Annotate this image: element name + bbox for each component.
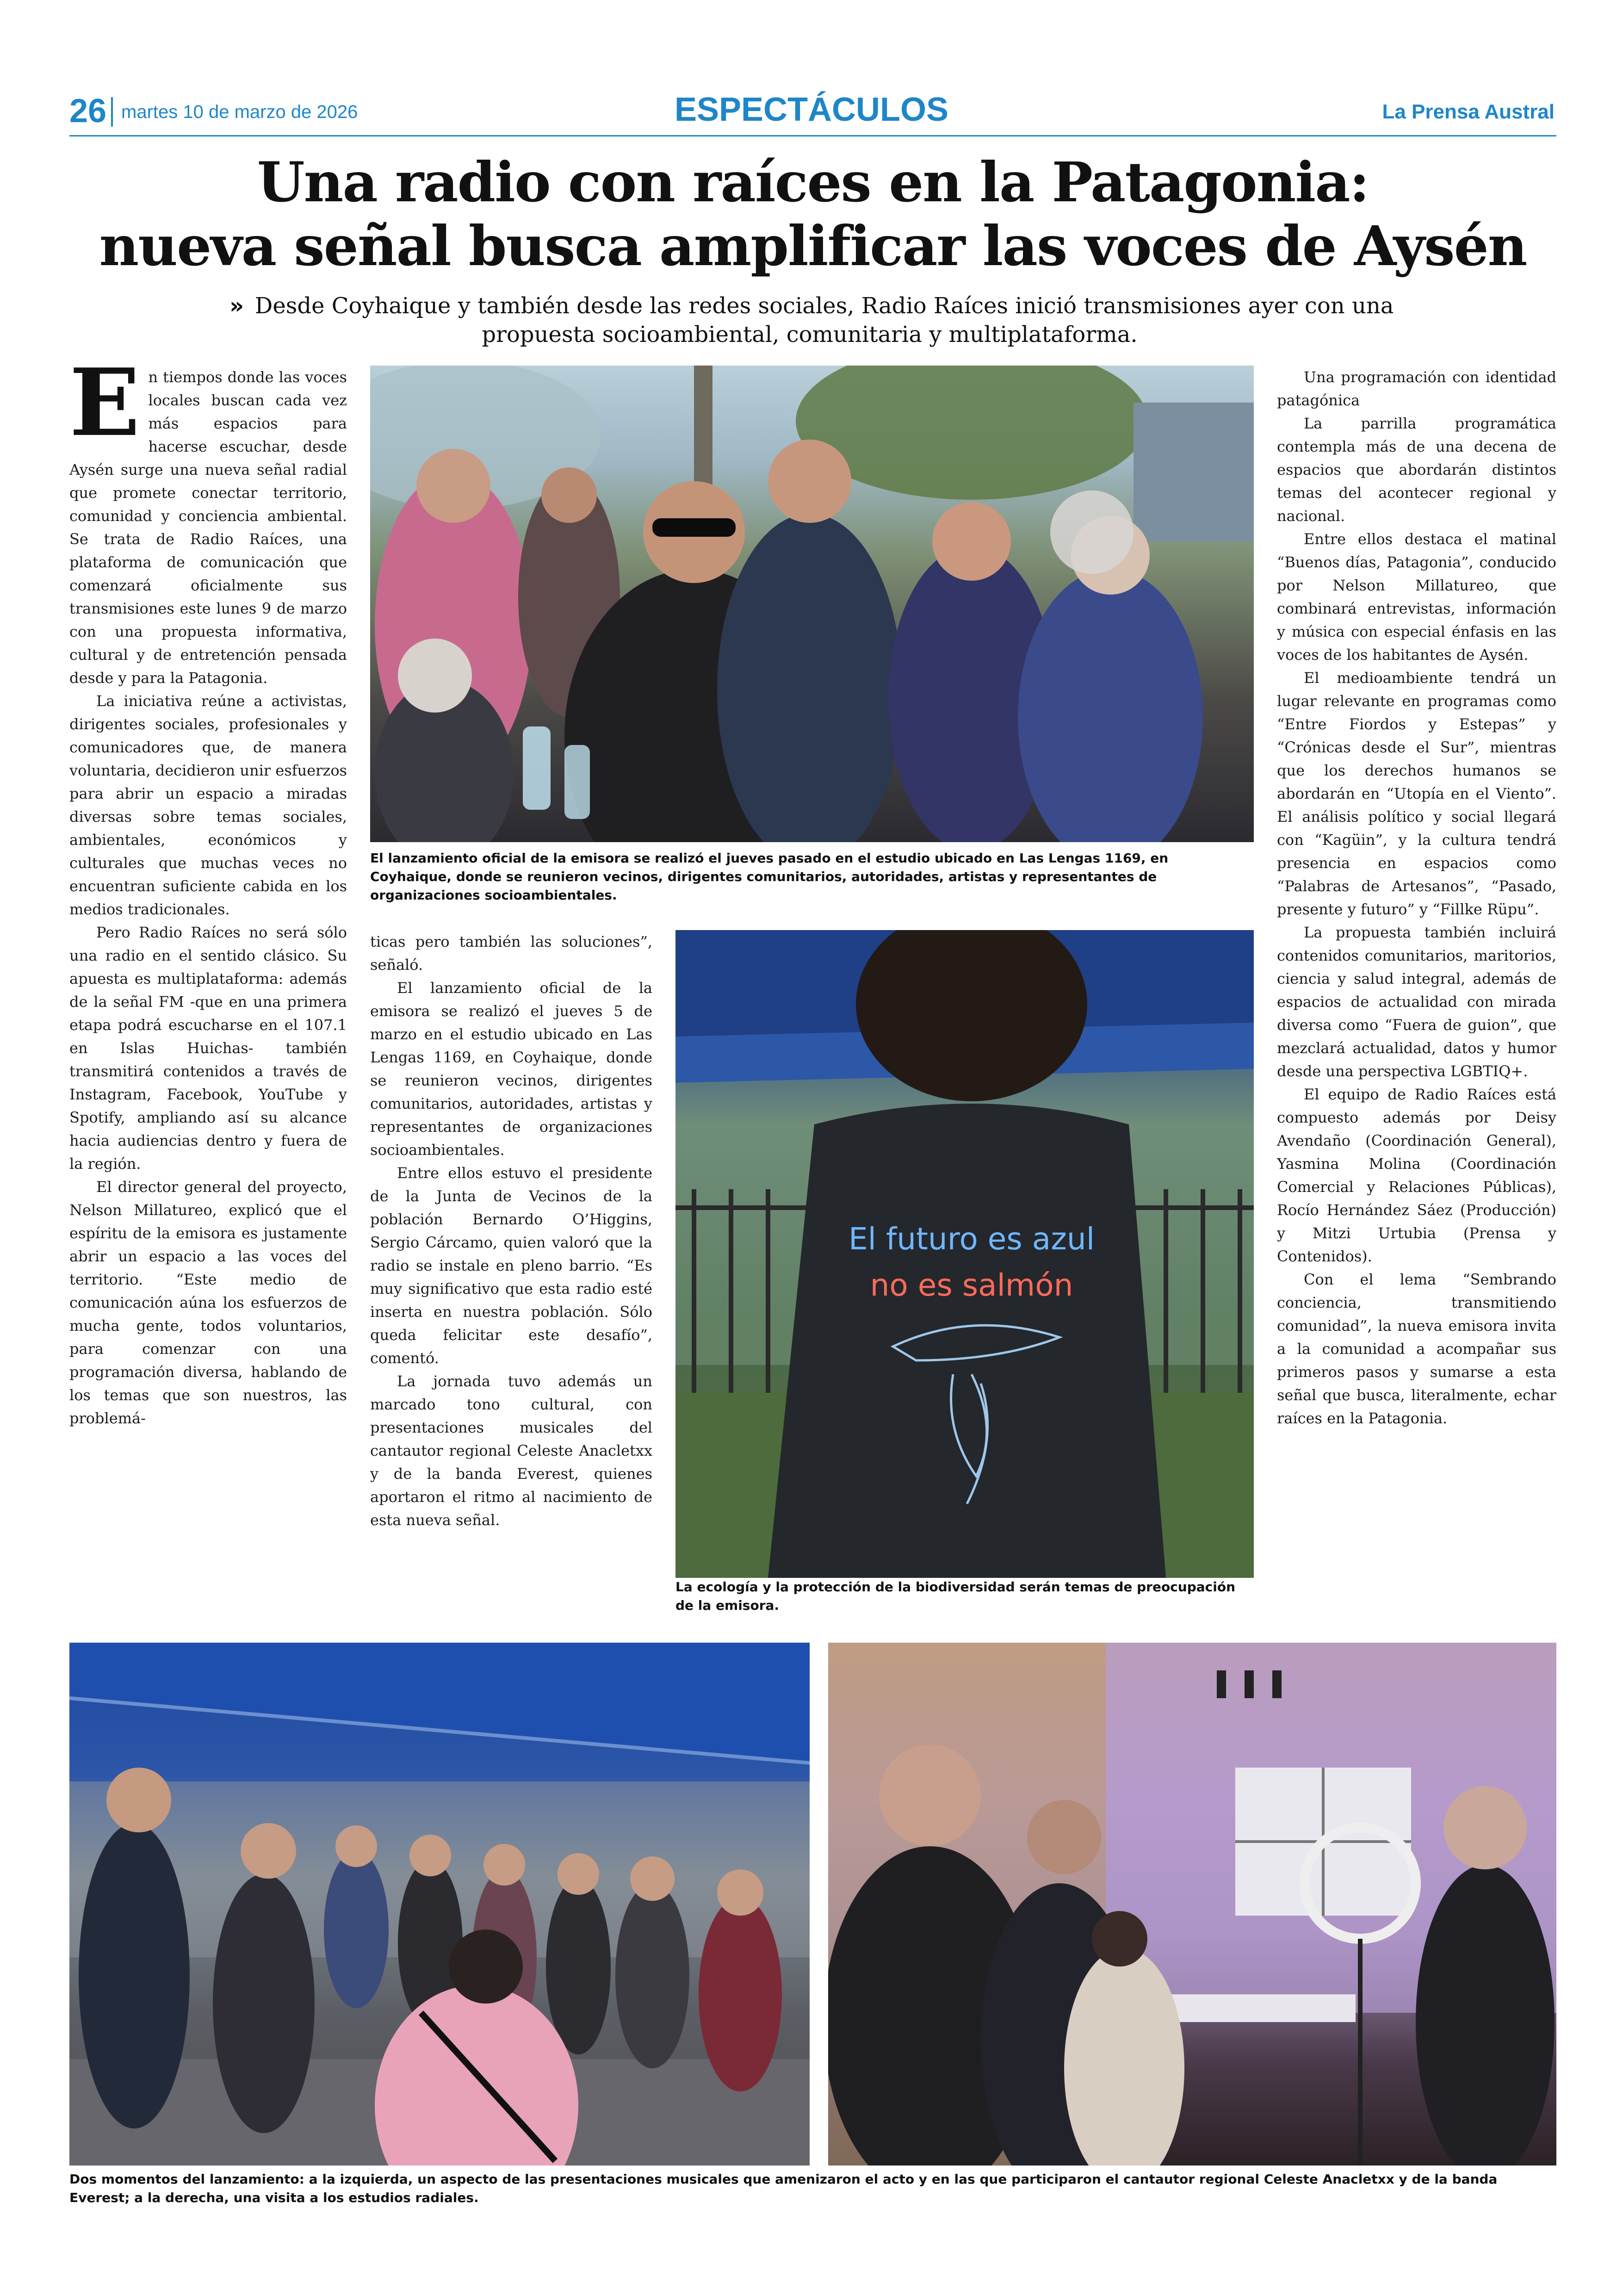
photo2-caption: La ecología y la protección de la biodiversidad serán temas de preocupación de la emisora. xyxy=(675,1579,1236,1613)
photo-tent-illustration xyxy=(69,1643,810,2166)
photo-tshirt-illustration xyxy=(675,930,1254,1578)
paragraph: ticas pero también las soluciones”, señaló. xyxy=(370,933,652,974)
paragraph: El equipo de Radio Raíces está compuesto además por Deisy Avendaño (Coordinación General), Yasmina Molina (Coordinación Comercial y Relaciones Públicas), Rocío Hernández Sáez (Producción) y Mitzi Urtubia (Prensa y Contenidos). xyxy=(1277,1086,1556,1265)
paragraph: La iniciativa reúne a activistas, dirigentes sociales, profesionales y comunicadores que, de manera voluntaria, decidieron unir esfuerzos para abrir un espacio a miradas diversas sobre temas sociales, ambientales, económicos y culturales que muchas veces no encuentran suficiente cabida en los medios tradicionales. xyxy=(69,692,347,918)
paragraph: Con el lema “Sembrando conciencia, transmitiendo comunidad”, la nueva emisora invita a la comunidad a acompañar sus primeros pasos y sumarse a esta señal que busca, literalmente, echar raíces en la Patagonia. xyxy=(1277,1271,1556,1427)
paragraph: El lanzamiento oficial de la emisora se realizó el jueves 5 de marzo en el estudio ubicado en Las Lengas 1169, en Coyhaique, donde se reunieron vecinos, dirigentes comunitarios, autoridades, artistas y representantes de organizaciones socioambientales. xyxy=(370,979,652,1159)
article-column-3 xyxy=(1277,366,1556,1624)
article-column-2 xyxy=(370,930,652,1624)
header-separator xyxy=(111,97,113,127)
publication-name: La Prensa Austral xyxy=(1382,100,1555,123)
photo-studio-illustration xyxy=(828,1643,1556,2166)
paragraph: La parrilla programática contempla más de una decena de espacios que abordarán distintos temas del acontecer regional y nacional. xyxy=(1277,415,1556,525)
paragraph: El medioambiente tendrá un lugar relevante en programas como “Entre Fiordos y Estepas” y “Crónicas desde el Sur”, mientras que los derechos humanos se abordarán en “Utopía en el Viento”. El análisis político y social llegará con “Kagüin”, y la cultura tendrá presencia en espacios como “Palabras de Artesanos”, “Pasado, presente y futuro” y “Fillke Rüpu”. xyxy=(1277,669,1556,918)
paragraph: Pero Radio Raíces no será sólo una radio en el sentido clásico. Su apuesta es multiplataforma: además de la señal FM -que en una primera etapa podrá escucharse en el 107.1 en Islas Huichas- también transmitirá contenidos a través de Instagram, Facebook, YouTube y Spotify, ampliando así su alcance hacia audiencias dentro y fuera de la región. xyxy=(69,924,347,1173)
photo-launch-crowd xyxy=(370,366,1254,842)
paragraph: La propuesta también incluirá contenidos comunitarios, maritorios, ciencia y salud integral, además de espacios de actualidad con mirada diversa como “Fuera de guion”, que mezclará actualidad, datos y humor desde una perspectiva LGBTIQ+. xyxy=(1277,924,1556,1080)
headline-line-2: nueva señal busca amplificar las voces de Aysén xyxy=(99,214,1527,278)
double-chevron-right-icon: » xyxy=(229,293,244,319)
shirt-text-line-1: El futuro es azul xyxy=(848,1221,1095,1257)
header-rule xyxy=(69,135,1556,137)
photo-tshirt xyxy=(675,930,1254,1578)
photo-musical-presentation xyxy=(69,1643,810,2166)
paragraph: La jornada tuvo además un marcado tono cultural, con presentaciones musicales del cantautor regional Celeste Anacletxx y de la banda Everest, quienes aportaron el ritmo al nacimiento de esta nueva señal. xyxy=(370,1372,652,1529)
shirt-text-line-2: no es salmón xyxy=(870,1267,1073,1303)
section-name: ESPECTÁCULOS xyxy=(674,91,949,128)
article-column-1 xyxy=(69,366,347,1624)
article-subhead xyxy=(194,292,1425,352)
photo3-4-caption: Dos momentos del lanzamiento: a la izquierda, un aspecto de las presentaciones musicales que amenizaron el acto y en las que participaron el cantautor regional Celeste Anacletxx y de la banda Everest; a la derecha, una visita a los estudios radiales. xyxy=(69,2172,1498,2205)
drop-cap: E xyxy=(69,366,140,457)
subhead-text: Desde Coyhaique y también desde las redes sociales, Radio Raíces inició transmisiones ayer con una propuesta socioambiental, comunitaria y multiplataforma. xyxy=(254,293,1394,348)
paragraph: El director general del proyecto, Nelson Millatureo, explicó que el espíritu de la emisora es justamente abrir un espacio a las voces del territorio. “Este medio de comunicación aúna los esfuerzos de mucha gente, todos voluntarios, para comenzar con una programación diversa, hablando de los temas que son nuestros, las problemá- xyxy=(69,1178,347,1427)
photo1-caption: El lanzamiento oficial de la emisora se realizó el jueves pasado en el estudio ubicado en Las Lengas 1169, en Coyhaique, donde se reunieron vecinos, dirigentes comunitarios, autoridades, artistas y representantes de organizaciones socioambientales. xyxy=(370,850,1169,903)
paragraph-text: n tiempos donde las voces locales buscan cada vez más espacios para hacerse escuchar, desde Aysén surge una nueva señal radial que promete conectar territorio, comunidad y conciencia ambiental. Se trata de Radio Raíces, una plataforma de comunicación que comenzará oficialmente sus transmisiones este lunes 9 de marzo con una propuesta informativa, cultural y de entretención pensada desde y para la Patagonia. xyxy=(69,368,347,687)
headline-line-1: Una radio con raíces en la Patagonia: xyxy=(257,150,1369,214)
photo-crowd-illustration xyxy=(370,366,1254,842)
paragraph: Entre ellos estuvo el presidente de la Junta de Vecinos de la población Bernardo O’Higgins, Sergio Cárcamo, quien valoró que la radio se instale en pleno barrio. “Es muy significativo que esta radio esté inserta en nuestra población. Sólo queda felicitar este desafío”, comentó. xyxy=(370,1164,652,1367)
page-number: 26 xyxy=(69,93,107,130)
section-subheading: Una programación con identidad patagónica xyxy=(1277,368,1556,409)
photo-radio-studio xyxy=(828,1643,1556,2166)
issue-date: martes 10 de marzo de 2026 xyxy=(121,102,358,122)
paragraph xyxy=(69,366,347,689)
paragraph: Entre ellos destaca el matinal “Buenos días, Patagonia”, conducido por Nelson Millatureo, que combinará entrevistas, información y música con especial énfasis en las voces de los habitantes de Aysén. xyxy=(1277,530,1556,664)
article-headline xyxy=(69,150,1556,282)
